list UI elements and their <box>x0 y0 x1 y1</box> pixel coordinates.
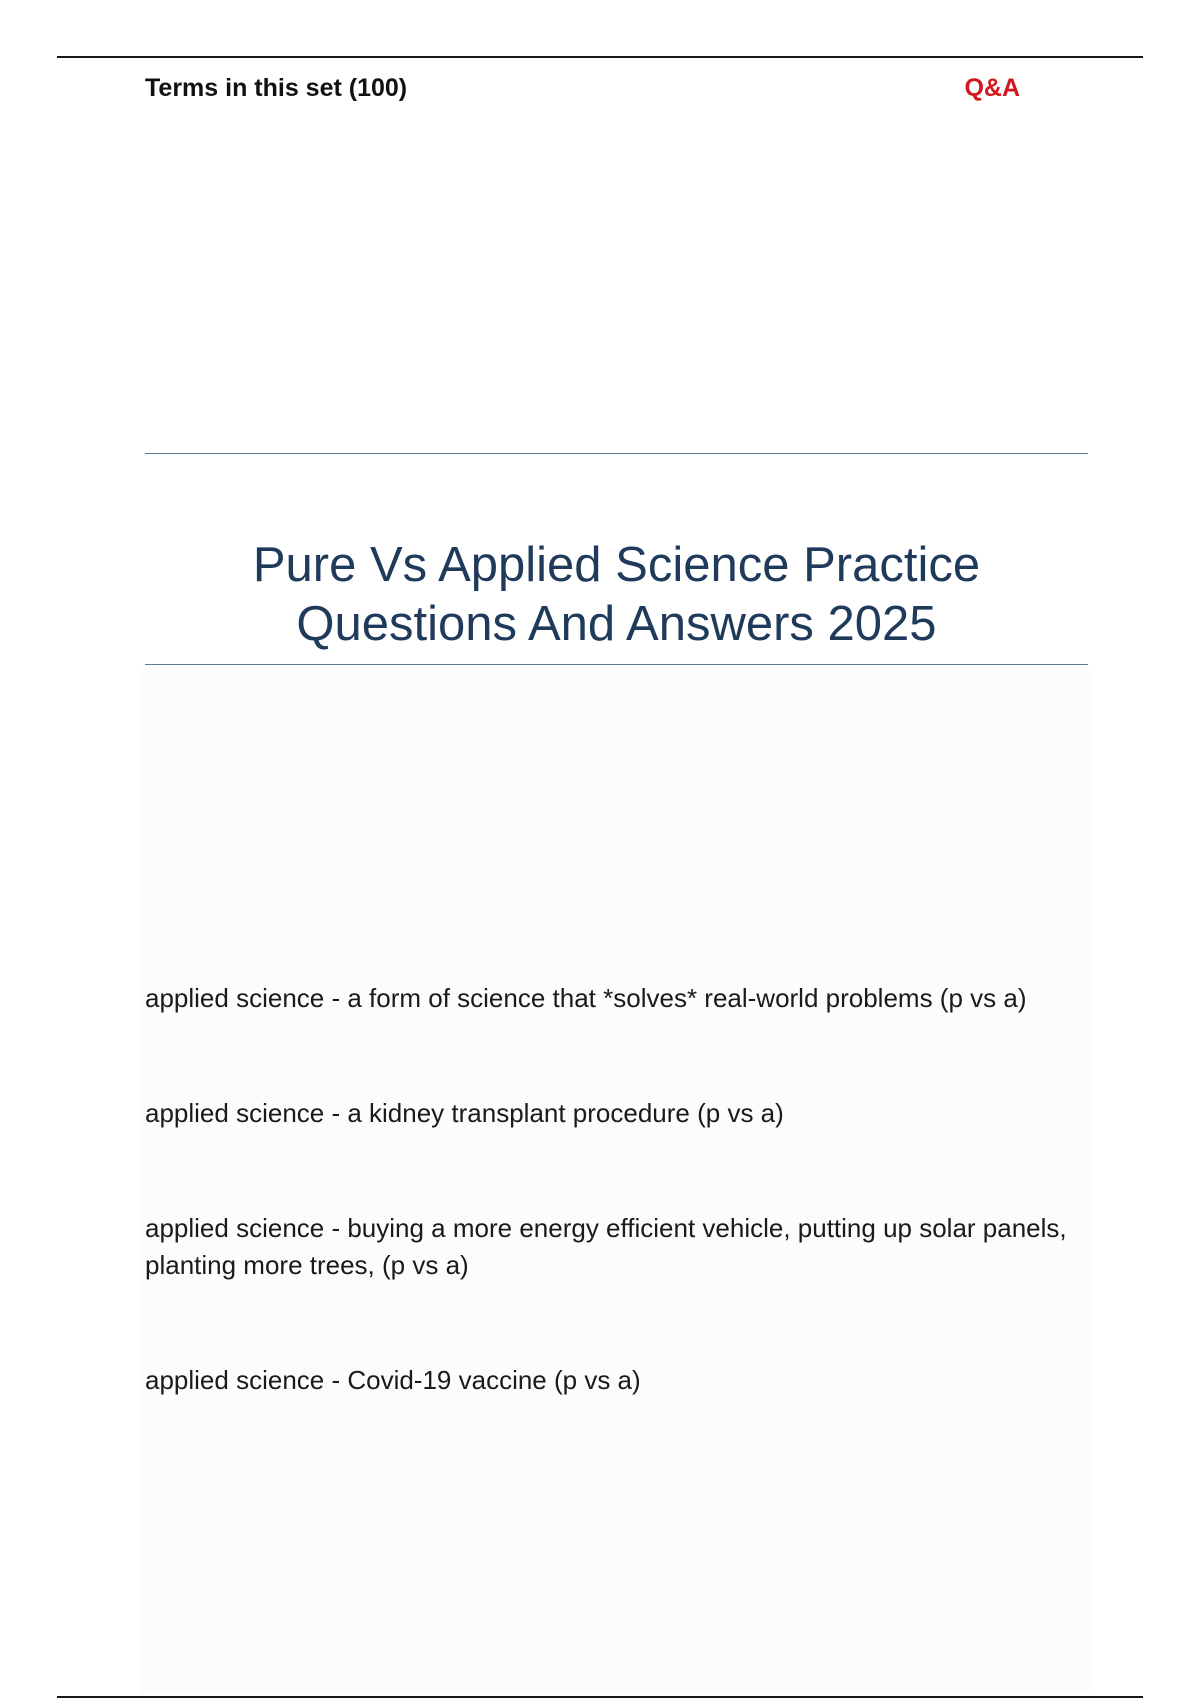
term-item: applied science - Covid-19 vaccine (p vs a) <box>145 1365 641 1395</box>
page-header <box>145 74 1020 108</box>
term-item: applied science - buying a more energy efficient vehicle, putting up solar panels, planting more trees, (p vs a) <box>145 1213 1067 1280</box>
qa-label: Q&A <box>964 74 1020 102</box>
document-title-line-1: Pure Vs Applied Science Practice <box>252 538 981 592</box>
title-rule-upper <box>145 453 1088 454</box>
bottom-rule <box>57 1696 1143 1698</box>
term-item: applied science - a kidney transplant procedure (p vs a) <box>145 1098 784 1128</box>
term-list <box>145 980 1085 1399</box>
term-item: applied science - a form of science that *solves* real-world problems (p vs a) <box>145 983 1027 1013</box>
document-title <box>145 536 1088 654</box>
top-rule <box>57 56 1143 58</box>
document-title-line-2: Questions And Answers 2025 <box>296 597 937 651</box>
terms-count-label: Terms in this set (100) <box>145 74 408 102</box>
title-rule-lower <box>145 664 1088 665</box>
